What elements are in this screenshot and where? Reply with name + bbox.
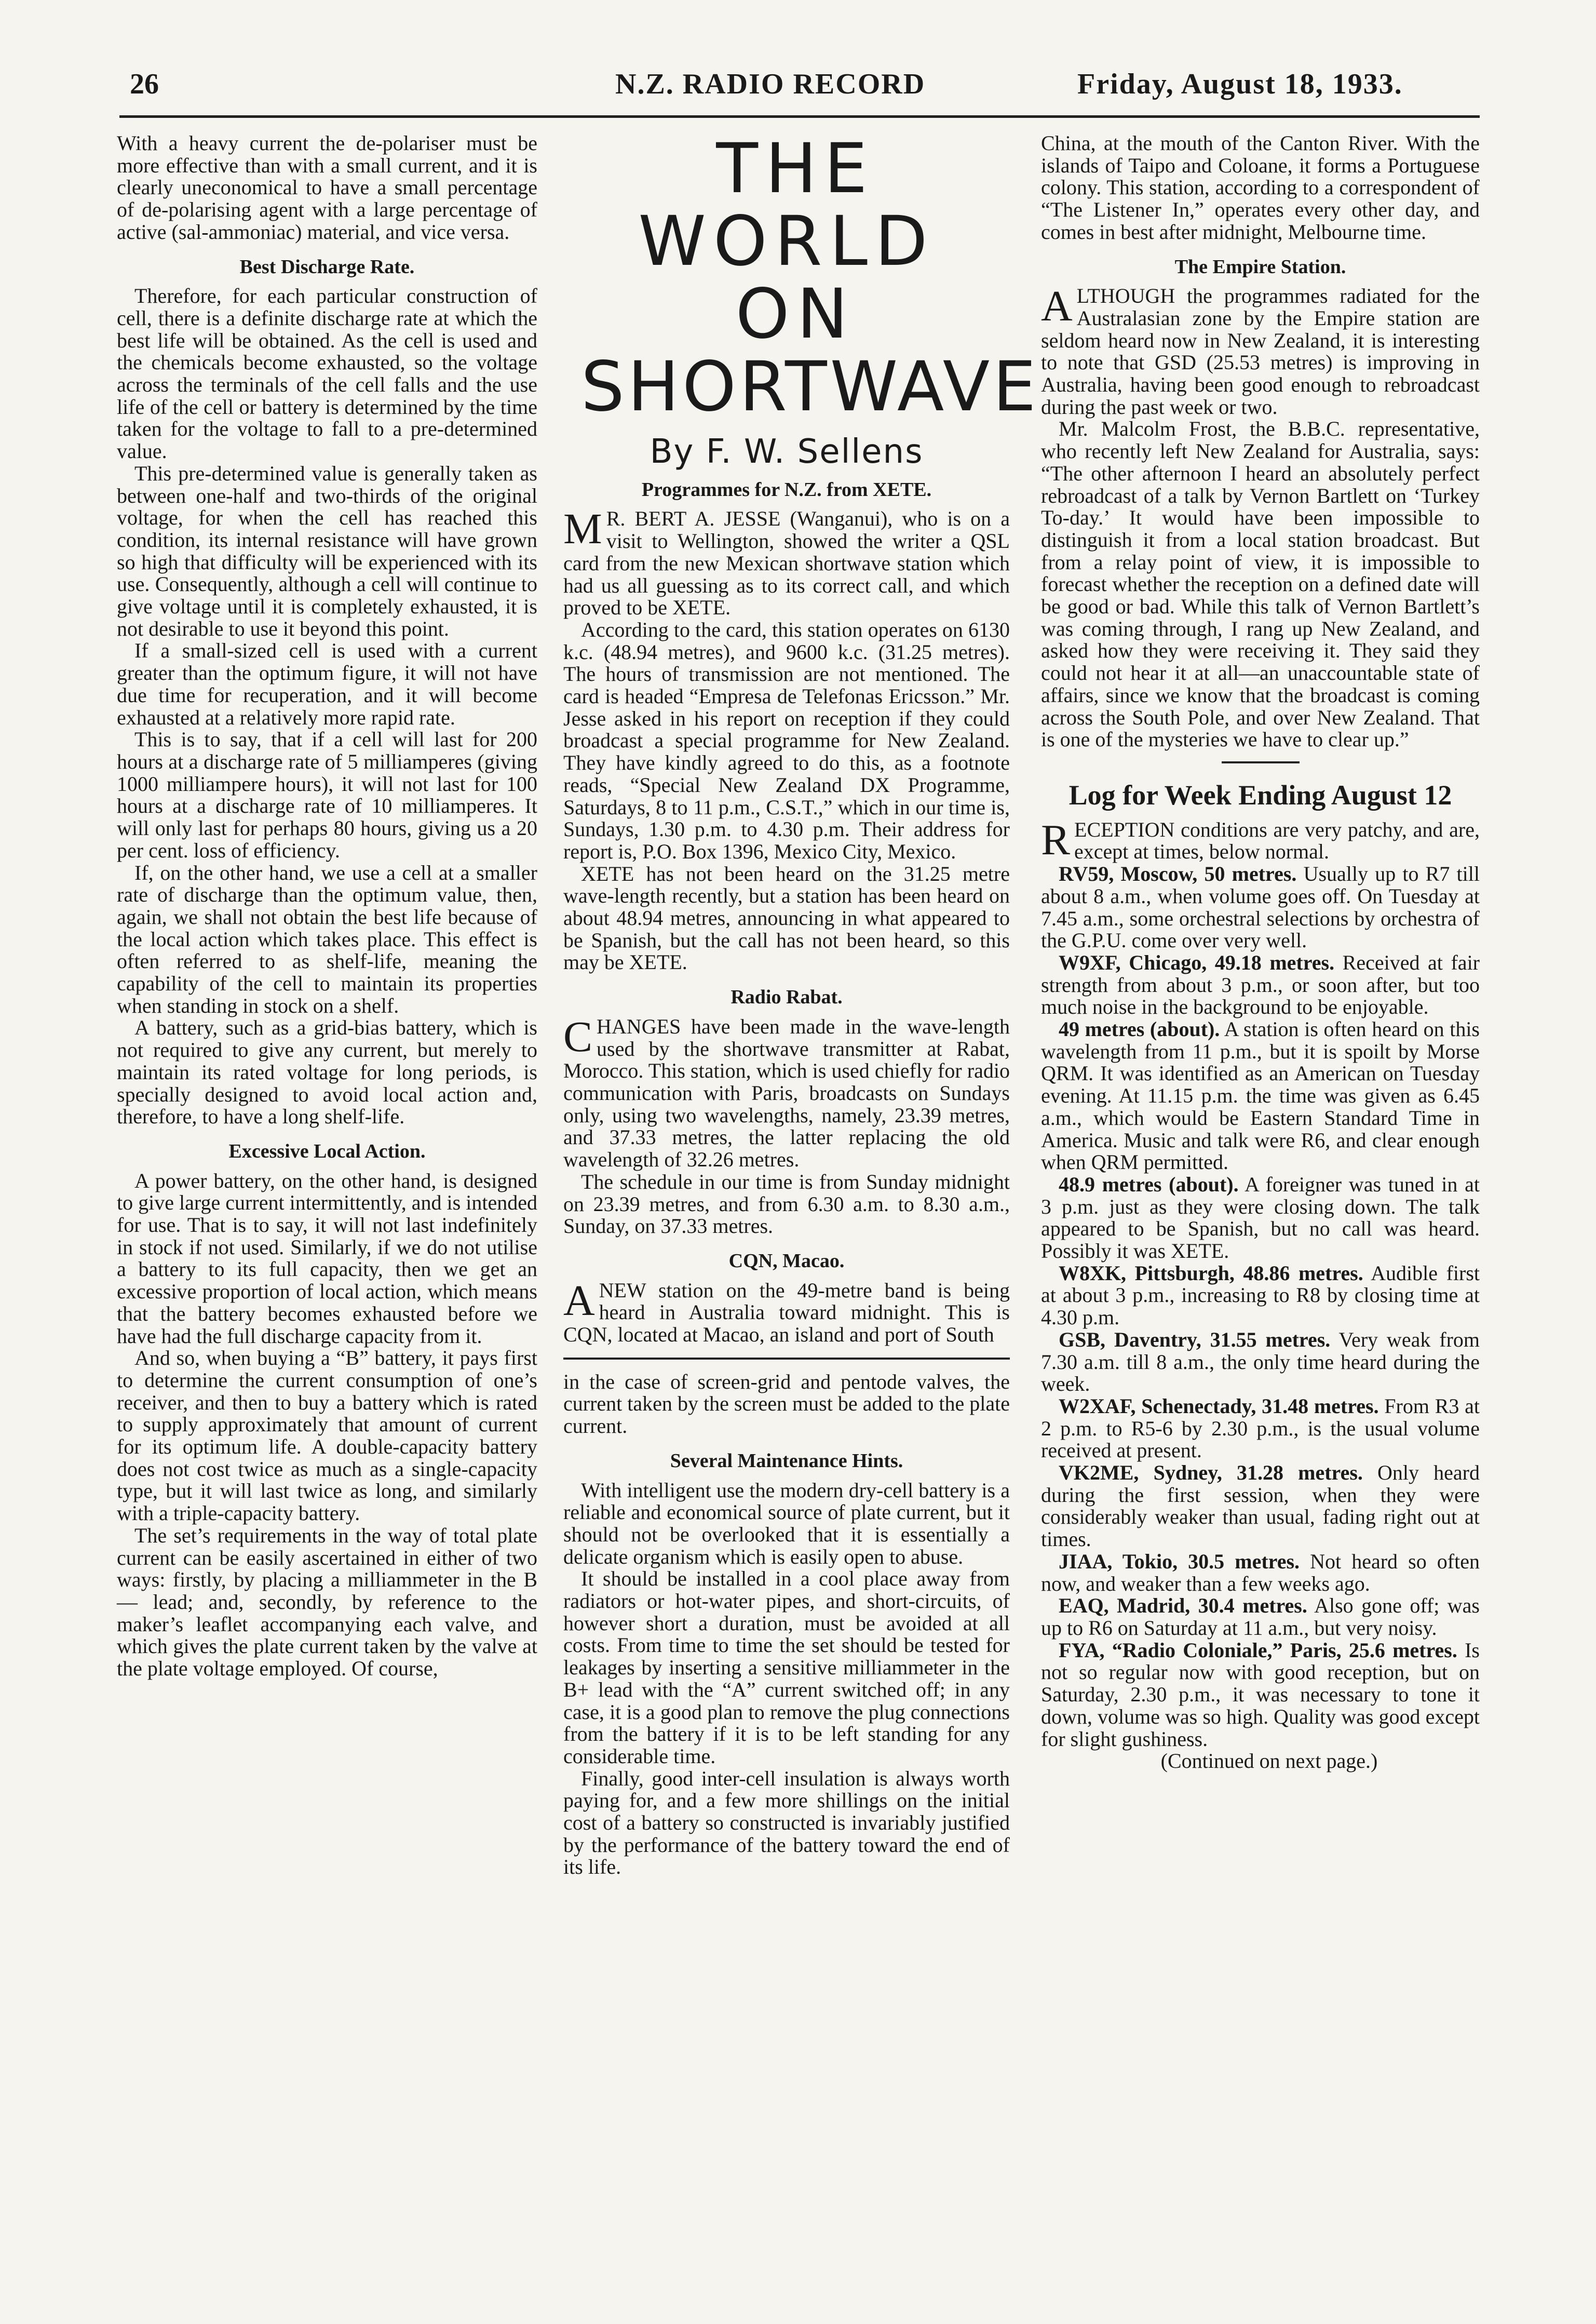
subheading: Programmes for N.Z. from XETE. (641, 478, 932, 501)
log-entry: GSB, Daventry, 31.55 metres. Very weak from 7.30 a.m. till 8 a.m., the only time heard during the week. (1041, 1327, 1480, 1396)
drop-cap: R (1041, 815, 1071, 864)
article-title (563, 129, 1039, 427)
paragraph: The schedule in our time is from Sunday midnight on 23.39 metres, and from 6.30 a.m. to 8.30 a.m., Sunday, on 37.33 metres. (563, 1170, 1010, 1238)
station-name: 48.9 metres (about). (1059, 1172, 1239, 1196)
title-line: SHORTWAVE (581, 347, 1039, 427)
paragraph: ALTHOUGH the programmes radiated for the Australasian zone by the Empire station are seldom heard now in New Zealand, it is interesting to note that GSD (25.53 metres) is improving in Australia, having been good enough to rebroadcast during the past week or two. (1041, 282, 1480, 419)
drop-cap: A (1041, 282, 1073, 331)
station-name: JIAA, Tokio, 30.5 metres. (1059, 1549, 1300, 1573)
paragraph: Mr. Malcolm Frost, the B.B.C. representative, who recently left New Zealand for Australia, says: “The other afternoon I heard an absolutely perfect rebroadcast of a talk by Vernon Bartlett on ‘Turkey To-day.’ It would have been impossible to distinguish it from a local station broadcast. But from a relay point of view, it is impossible to forecast whether the reception on a defined date will be good or bad. While this talk of Vernon Bartlett’s was coming through, I rang up New Zealand, and asked how they were receiving it. They said they could not hear it at all—an unaccountable state of affairs, since we know that the broadcast is coming across the South Pole, and over New Zealand. That is one of the mysteries we have to clear up.” (1041, 417, 1480, 751)
station-name: EAQ, Madrid, 30.4 metres. (1059, 1594, 1307, 1618)
station-name: W2XAF, Schenectady, 31.48 metres. (1059, 1394, 1379, 1418)
log-entry: VK2ME, Sydney, 31.28 metres. Only heard during the first session, when they were considerably weaker than usual, fading right out at times. (1041, 1461, 1480, 1551)
subheading: Best Discharge Rate. (239, 256, 415, 278)
paragraph: CHANGES have been made in the wave-length used by the shortwave transmitter at Rabat, Morocco. This station, which is used chiefly for radio communication with Paris, broadcasts on Sundays only, using two wavelengths, namely, 23.39 metres, and 37.33 metres, the latter replacing the old wavelength of 32.26 metres. (563, 1012, 1010, 1172)
paragraph: According to the card, this station operates on 6130 k.c. (48.94 metres), and 9600 k.c. (31.25 metres). The hours of transmission are not mentioned. The card is headed “Empresa de Telefonas Ericsson.” Mr. Jesse asked in his report on reception if they could broadcast a special programme for New Zealand. They have kindly agreed to do this, as a footnote reads, “Special New Zealand DX Programme, Saturdays, 8 to 11 p.m., C.S.T.,” which in our time is, Sundays, 1.30 p.m. to 4.30 p.m. Their address for report is, P.O. Box 1396, Mexico City, Mexico. (563, 617, 1010, 863)
log-entry: JIAA, Tokio, 30.5 metres. Not heard so often now, and weaker than a few weeks ago. (1041, 1549, 1480, 1595)
page-header (119, 57, 1480, 104)
byline: By F. W. Sellens (650, 433, 924, 471)
paragraph: The set’s requirements in the way of total plate current can be easily ascertained in either of two ways: firstly, by placing a milliammeter in the B — lead; and, secondly, by reference to the maker’s leaflet accompanying each valve, and which gives the plate current taken by the valve at the plate voltage employed. Of course, (117, 1523, 537, 1681)
station-name: GSB, Daventry, 31.55 metres. (1059, 1327, 1331, 1351)
paragraph: It should be installed in a cool place away from radiators or hot-water pipes, and short-circuits, of however short a duration, must be avoided at all costs. From time to time the set should be tested for leakages by inserting a sensitive milliammeter in the B+ lead with the “A” current switched off; in any case, it is a good plan to remove the plug connections from the battery if it is to be left standing for any considerable time. (563, 1567, 1010, 1768)
station-name: VK2ME, Sydney, 31.28 metres. (1059, 1461, 1363, 1485)
paragraph: If a small-sized cell is used with a current greater than the optimum figure, it will not have due time for recuperation, and it will become exhausted at a relatively more rapid rate. (117, 639, 537, 729)
title-line: THE WORLD (638, 129, 935, 281)
station-name: RV59, Moscow, 50 metres. (1059, 862, 1297, 886)
page-number: 26 (130, 68, 159, 100)
log-entry: EAQ, Madrid, 30.4 metres. Also gone off; was up to R6 on Saturday at 11 a.m., but very noisy. (1041, 1594, 1480, 1640)
paragraph: in the case of screen-grid and pentode valves, the current taken by the screen must be added to the plate current. (563, 1369, 1010, 1438)
paragraph: China, at the mouth of the Canton River. With the islands of Taipo and Coloane, it forms a Portuguese colony. This station, according to a correspondent of “The Listener In,” operates every other day, and comes in best after midnight, Melbourne time. (1041, 131, 1480, 244)
station-name: W9XF, Chicago, 49.18 metres. (1059, 950, 1335, 974)
paragraph: A power battery, on the other hand, is designed to give large current intermittently, and is intended for use. That is to say, it will not last indefinitely in stock if not used. Similarly, if we do not utilise a battery to its full capacity, then we get an excessive proportion of local action, which means that the battery becomes exhausted before we have had the full discharge capacity from it. (117, 1168, 537, 1348)
column-middle (563, 129, 1039, 1879)
paragraph: M R. BERT A. JESSE (Wanganui), who is on a visit to Wellington, showed the writer a QSL card from the new Mexican shortwave station which had us all guessing as to its correct call, and which proved to be XETE. (563, 505, 1010, 620)
issue-date: Friday, August 18, 1933. (1077, 68, 1403, 100)
continued-note: (Continued on next page.) (1160, 1749, 1378, 1773)
subheading: Several Maintenance Hints. (670, 1449, 903, 1472)
paragraph: A battery, such as a grid-bias battery, which is not required to give any current, but merely to maintain its rated voltage for long periods, is specially designed to avoid local action and, therefore, to have a long shelf-life. (117, 1016, 537, 1129)
drop-cap: M (563, 505, 602, 554)
log-heading: Log for Week Ending August 12 (1068, 779, 1452, 811)
log-entry: RV59, Moscow, 50 metres. Usually up to R7 till about 8 a.m., when volume goes off. On Tuesday at 7.45 a.m., some orchestral selections by orchestra of the G.P.U. come over very well. (1041, 862, 1480, 952)
log-entry: W2XAF, Schenectady, 31.48 metres. From R3 at 2 p.m. to R5-6 by 2.30 p.m., is the usual volume received at present. (1041, 1394, 1480, 1462)
title-line: ON (735, 274, 856, 354)
subheading: Excessive Local Action. (228, 1140, 426, 1162)
drop-cap: A (563, 1276, 595, 1325)
paragraph: RECEPTION conditions are very patchy, and are, except at times, below normal. (1041, 815, 1480, 864)
publication-title: N.Z. RADIO RECORD (615, 68, 926, 100)
paragraph: This is to say, that if a cell will last for 200 hours at a discharge rate of 5 milliamperes (giving 1000 milliampere hours), it will not last for 100 hours at a discharge rate of 10 milliamperes. It will only last for perhaps 80 hours, giving us a 20 per cent. loss of efficiency. (117, 728, 537, 862)
column-left (117, 132, 537, 1680)
paragraph: With a heavy current the de-polariser must be more effective than with a small current, and it is clearly uneconomical to have a small percentage of de-polarising agent with a large percentage of active (sal-ammoniac) material, and vice versa. (117, 131, 537, 244)
paragraph: And so, when buying a “B” battery, it pays first to determine the current consumption of one’s receiver, and then to buy a battery which is rated to supply approximately that amount of current for its optimum life. A double-capacity battery does not cost twice as much as a single-capacity type, but it will last twice as long, and similarly with a triple-capacity battery. (117, 1346, 537, 1525)
subheading: The Empire Station. (1174, 256, 1346, 278)
subheading: CQN, Macao. (728, 1250, 845, 1272)
header-rule (119, 115, 1480, 118)
log-entry: W8XK, Pittsburgh, 48.86 metres. Audible first at about 3 p.m., increasing to R8 by closing time at 4.30 p.m. (1041, 1261, 1480, 1329)
log-entry: W9XF, Chicago, 49.18 metres. Received at fair strength from about 3 p.m., or soon after, but too much noise in the background to be enjoyable. (1041, 950, 1480, 1019)
section-divider (1222, 761, 1300, 763)
reception-log (1041, 815, 1480, 1751)
log-entry: 48.9 metres (about). A foreigner was tuned in at 3 p.m. just as they were closing down. The talk appeared to be Spanish, but no call was heard. Possibly it was XETE. (1041, 1172, 1480, 1263)
paragraph: Finally, good inter-cell insulation is always worth paying for, and a few more shillings on the initial cost of a battery so constructed is invariably justified by the performance of the battery toward the end of its life. (563, 1766, 1010, 1879)
drop-cap: C (563, 1012, 593, 1061)
log-entry: 49 metres (about). A station is often heard on this wavelength from 11 p.m., but it is spoilt by Morse QRM. It was identified as an American on Tuesday evening. At 11.15 p.m. the time was given as 6.45 a.m., which would be Eastern Standard Time in America. Music and talk were R6, and clear enough when QRM permitted. (1041, 1017, 1480, 1174)
paragraph: Therefore, for each particular construction of cell, there is a definite discharge rate at which the best life will be obtained. As the cell is used and the chemicals become exhausted, so the voltage across the terminals of the cell falls and the use life of the cell or battery is determined by the time taken for the voltage to fall to a pre-determined value. (117, 284, 537, 463)
station-name: W8XK, Pittsburgh, 48.86 metres. (1059, 1261, 1363, 1285)
paragraph: If, on the other hand, we use a cell at a smaller rate of discharge than the optimum value, then, again, we shall not obtain the best life because of the local action which takes place. This effect is often referred to as shelf-life, meaning the capability of the cell to maintain its properties when standing in stock on a shelf. (117, 861, 537, 1017)
column-right (1041, 132, 1480, 1772)
station-name: 49 metres (about). (1059, 1017, 1220, 1041)
section-divider (563, 1358, 1010, 1360)
station-name: FYA, “Radio Coloniale,” Paris, 25.6 metres. (1059, 1638, 1457, 1662)
paragraph: A NEW station on the 49-metre band is being heard in Australia toward midnight. This is CQN, located at Macao, an island and port of South (563, 1276, 1010, 1347)
log-entry: FYA, “Radio Coloniale,” Paris, 25.6 metres. Is not so regular now with good reception, but on Saturday, 2.30 p.m., it was necessary to tone it down, volume was so high. Quality was good except for slight gushiness. (1041, 1638, 1480, 1751)
paragraph: XETE has not been heard on the 31.25 metre wave-length recently, but a station has been heard on about 48.94 metres, announcing in what appeared to be Spanish, but the call has not been heard, so this may be XETE. (563, 862, 1010, 974)
paragraph: With intelligent use the modern dry-cell battery is a reliable and economical source of plate current, but it should not be overlooked that it is essentially a delicate organism which is easily open to abuse. (563, 1478, 1010, 1568)
subheading: Radio Rabat. (731, 986, 843, 1009)
paragraph: This pre-determined value is generally taken as between one-half and two-thirds of the original voltage, for when the cell has reached this condition, its internal resistance will have grown so high that difficulty will be experienced with its use. Consequently, although a cell will continue to give voltage until it is completely exhausted, it is not desirable to use it beyond this point. (117, 461, 537, 640)
